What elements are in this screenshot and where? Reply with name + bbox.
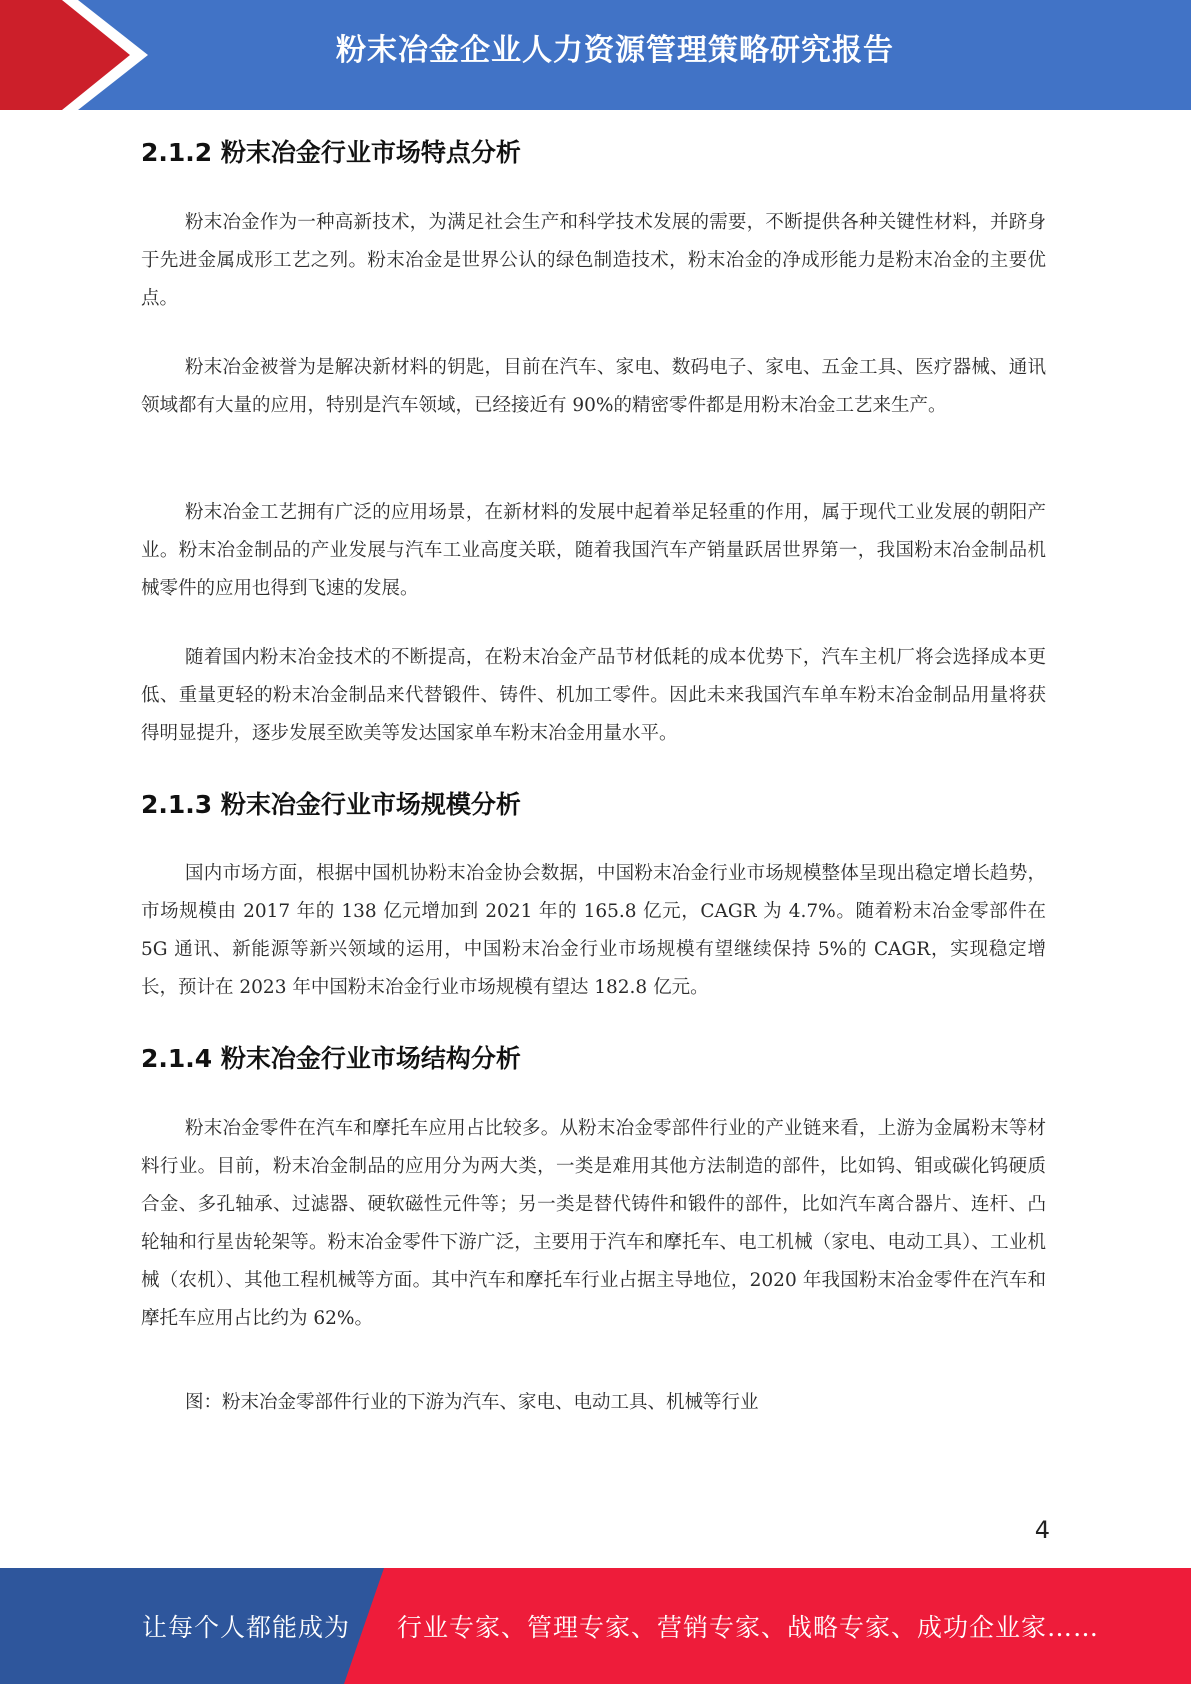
section-heading-2-1-3: 2.1.3 粉末冶金行业市场规模分析 — [141, 790, 521, 819]
section-heading-2-1-2: 2.1.2 粉末冶金行业市场特点分析 — [141, 138, 521, 167]
footer-slogan-right: 行业专家、管理专家、营销专家、战略专家、成功企业家…… — [397, 1613, 1100, 1642]
paragraph: 随着国内粉末冶金技术的不断提高，在粉末冶金产品节材低耗的成本优势下，汽车主机厂将会选择成本更低、重量更轻的粉末冶金制品来代替锻件、铸件、机加工零件。因此未来我国汽车单车粉末冶金制品用量将获得明显提升，逐步发展至欧美等发达国家单车粉末冶金用量水平。 — [141, 647, 1046, 744]
footer-banner — [0, 1568, 1191, 1684]
header-banner — [0, 0, 1191, 110]
paragraph: 粉末冶金作为一种高新技术，为满足社会生产和科学技术发展的需要，不断提供各种关键性材料，并跻身于先进金属成形工艺之列。粉末冶金是世界公认的绿色制造技术，粉末冶金的净成形能力是粉末冶金的主要优点。 — [141, 212, 1046, 309]
paragraph: 粉末冶金被誉为是解决新材料的钥匙，目前在汽车、家电、数码电子、家电、五金工具、医疗器械、通讯领域都有大量的应用，特别是汽车领域，已经接近有 90%的精密零件都是用粉末冶金工艺来生产。 — [141, 357, 1046, 416]
paragraph: 国内市场方面，根据中国机协粉末冶金协会数据，中国粉末冶金行业市场规模整体呈现出稳定增长趋势，市场规模由 2017 年的 138 亿元增加到 2021 年的 165.8 亿元，CAGR 为 4.7%。随着粉末冶金零部件在 5G 通讯、新能源等新兴领域的运用，中国粉末冶金行业市场规模有望继续保持 5%的 CAGR，实现稳定增长，预计在 2023 年中国粉末冶金行业市场规模有望达 182.8 亿元。 — [141, 863, 1046, 998]
section-heading-2-1-4: 2.1.4 粉末冶金行业市场结构分析 — [141, 1044, 521, 1073]
figure-caption: 图：粉末冶金零部件行业的下游为汽车、家电、电动工具、机械等行业 — [185, 1392, 759, 1413]
footer-slogan-left: 让每个人都能成为 — [142, 1613, 351, 1642]
report-title: 粉末冶金企业人力资源管理策略研究报告 — [336, 33, 894, 68]
page-number: 4 — [1034, 1516, 1050, 1544]
paragraph: 粉末冶金工艺拥有广泛的应用场景，在新材料的发展中起着举足轻重的作用，属于现代工业发展的朝阳产业。粉末冶金制品的产业发展与汽车工业高度关联，随着我国汽车产销量跃居世界第一，我国粉末冶金制品机械零件的应用也得到飞速的发展。 — [141, 502, 1046, 599]
paragraph: 粉末冶金零件在汽车和摩托车应用占比较多。从粉末冶金零部件行业的产业链来看，上游为金属粉末等材料行业。目前，粉末冶金制品的应用分为两大类，一类是难用其他方法制造的部件，比如钨、钼或碳化钨硬质合金、多孔轴承、过滤器、硬软磁性元件等；另一类是替代铸件和锻件的部件，比如汽车离合器片、连杆、凸轮轴和行星齿轮架等。粉末冶金零件下游广泛，主要用于汽车和摩托车、电工机械（家电、电动工具）、工业机械（农机）、其他工程机械等方面。其中汽车和摩托车行业占据主导地位，2020 年我国粉末冶金零件在汽车和摩托车应用占比约为 62%。 — [141, 1118, 1046, 1329]
